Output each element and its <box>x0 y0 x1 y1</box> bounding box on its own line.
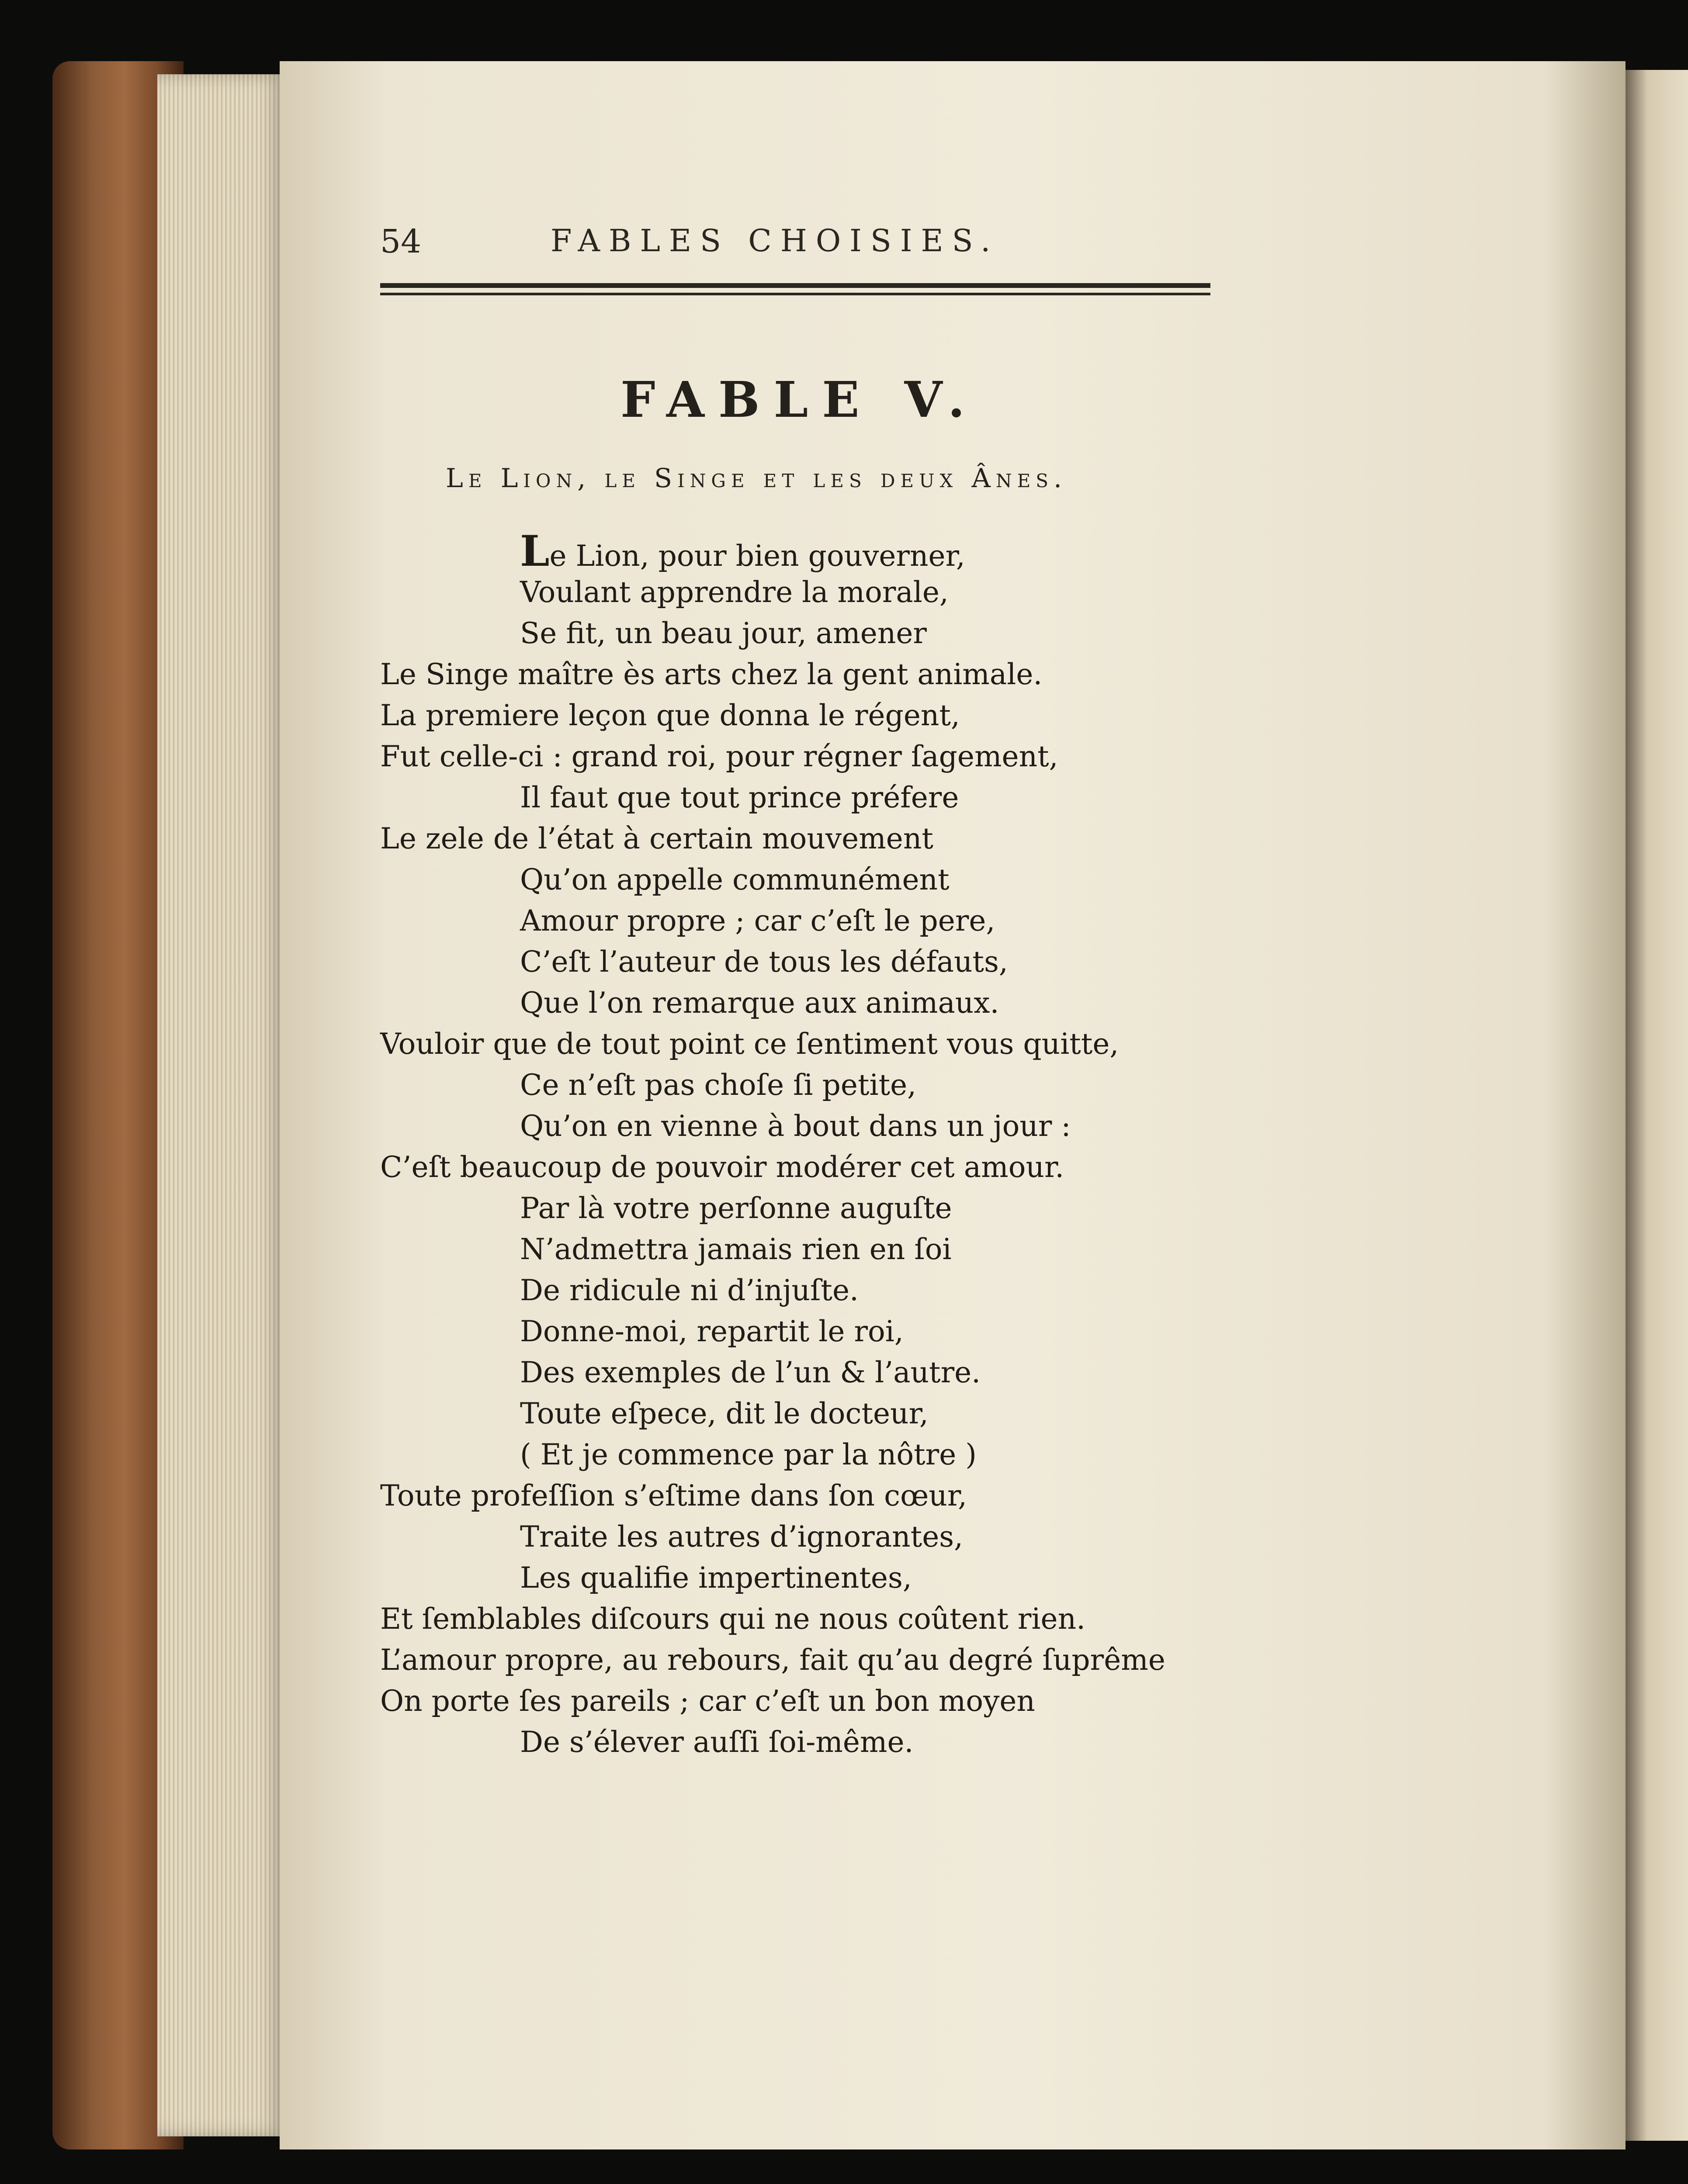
poem-line: Que l’on remarque aux animaux. <box>520 986 999 1020</box>
poem-line: Et ſemblables diſcours qui ne nous coûtent rien. <box>380 1602 1086 1636</box>
page-number: 54 <box>380 223 422 260</box>
page-header <box>380 205 1499 310</box>
poem-line: Voulant apprendre la morale, <box>520 575 949 609</box>
poem-line: Vouloir que de tout point ce ſentiment vous quitte, <box>380 1027 1119 1061</box>
header-double-rule <box>380 283 1210 295</box>
poem-line: Il faut que tout prince préfere <box>520 781 959 814</box>
poem-line: Des exemples de l’un & l’autre. <box>520 1356 981 1389</box>
poem-line: Amour propre ; car c’eſt le pere, <box>520 904 995 938</box>
poem-line: ( Et je commence par la nôtre ) <box>520 1438 977 1471</box>
poem-line: Les qualifie impertinentes, <box>520 1561 912 1595</box>
fable-subtitle: Le Lion, le Singe et les deux Ânes. <box>446 463 1068 494</box>
poem-line: N’admettra jamais rien en ſoi <box>520 1232 952 1266</box>
poem-line: Ce n’eſt pas choſe ſi petite, <box>520 1068 917 1102</box>
poem-line: C’eſt beaucoup de pouvoir modérer cet amour. <box>380 1150 1064 1184</box>
running-title: FABLES CHOISIES. <box>551 223 999 259</box>
poem-line: Se fit, un beau jour, amener <box>520 616 927 650</box>
page-edges <box>157 74 288 2136</box>
poem-line: Le Singe maître ès arts chez la gent animale. <box>380 658 1043 691</box>
poem-line: La premiere leçon que donna le régent, <box>380 699 960 732</box>
poem-line: De ridicule ni d’injuſte. <box>520 1274 859 1307</box>
poem-line: L’amour propre, au rebours, fait qu’au degré ſuprême <box>380 1643 1165 1677</box>
poem-text <box>380 526 1473 1763</box>
poem-line: Fut celle-ci : grand roi, pour régner ſagement, <box>380 740 1058 773</box>
fable-title: FABLE V. <box>620 371 979 429</box>
poem-line: Le zele de l’état à certain mouvement <box>380 822 933 855</box>
poem-line: Qu’on appelle communément <box>520 863 950 896</box>
poem-line: Traite les autres d’ignorantes, <box>520 1520 964 1554</box>
poem-line: Toute profeſſion s’eſtime dans ſon cœur, <box>380 1479 967 1513</box>
poem-line: Qu’on en vienne à bout dans un jour : <box>520 1109 1071 1143</box>
poem-line: Toute eſpece, dit le docteur, <box>520 1397 929 1430</box>
poem-line: C’eſt l’auteur de tous les défauts, <box>520 945 1008 979</box>
poem-line: De s’élever auſſi ſoi-même. <box>520 1725 914 1759</box>
poem-line: Par là votre perſonne auguſte <box>520 1191 952 1225</box>
poem-line: Donne-moi, repartit le roi, <box>520 1315 904 1348</box>
poem-line: Le Lion, pour bien gouverner, <box>520 526 965 576</box>
poem-line: On porte ſes pareils ; car c’eſt un bon moyen <box>380 1684 1035 1718</box>
facing-page-edge <box>1626 70 1688 2141</box>
